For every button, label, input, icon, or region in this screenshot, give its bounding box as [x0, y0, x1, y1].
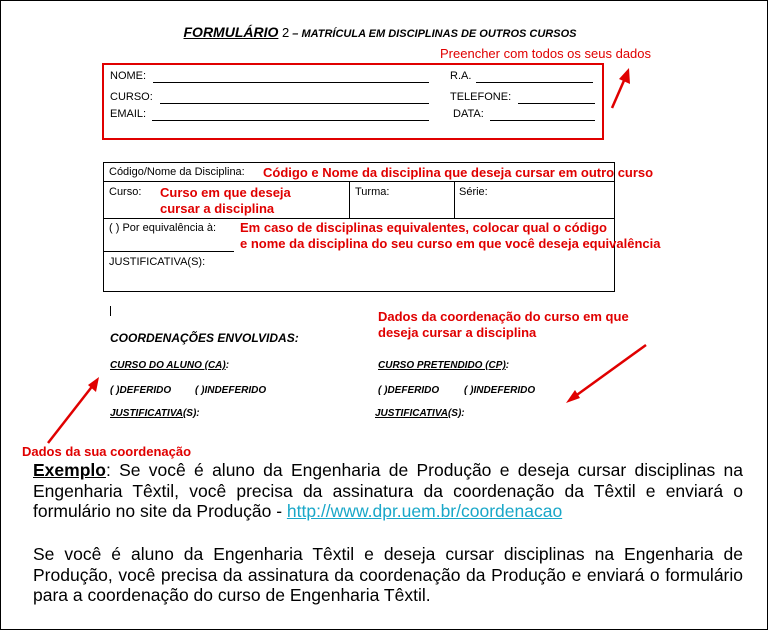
discipline-code-label: Código/Nome da Disciplina:: [109, 166, 245, 178]
intended-justification-suffix: (S):: [447, 408, 465, 419]
coord-heading: COORDENAÇÕES ENVOLVIDAS:: [110, 331, 299, 345]
example-label: Exemplo: [33, 460, 106, 480]
callout-equiv-line2: e nome da disciplina do seu curso em que você deseja equivalência: [240, 236, 661, 251]
date-label: DATA:: [453, 108, 484, 120]
example-paragraph-1: [33, 460, 743, 522]
arrow-coord: [574, 345, 646, 397]
student-rejected-option[interactable]: ( )INDEFERIDO: [195, 385, 267, 396]
arrow-your-coord: [48, 384, 94, 443]
callout-coord-line2: deseja cursar a disciplina: [378, 325, 537, 340]
name-label: NOME:: [110, 70, 147, 82]
intended-approved-option[interactable]: ( )DEFERIDO: [378, 385, 440, 396]
callout-your-coord: Dados da sua coordenação: [22, 444, 192, 459]
student-justification-suffix: (S):: [182, 408, 200, 419]
coordination-link[interactable]: http://www.dpr.uem.br/coordenacao: [286, 501, 563, 521]
intended-course-text: CURSO PRETENDIDO (CP): [378, 360, 506, 371]
callout-discipline-code: Código e Nome da disciplina que deseja cursar em outro curso: [263, 165, 654, 180]
intended-justification-text: JUSTIFICATIVA: [375, 408, 448, 419]
email-label: EMAIL:: [110, 108, 147, 120]
callout-coord-line1: Dados da coordenação do curso em que: [378, 309, 629, 324]
series-label: Série:: [459, 186, 488, 198]
table-justification-label: JUSTIFICATIVA(S):: [109, 256, 206, 268]
form-title-number: 2: [278, 25, 290, 40]
intended-rejected-option[interactable]: ( )INDEFERIDO: [464, 385, 536, 396]
student-course-colon: :: [225, 360, 230, 371]
equivalence-label[interactable]: ( ) Por equivalência à:: [109, 222, 216, 234]
ra-label: R.A.: [450, 70, 472, 82]
table-course-label: Curso:: [109, 186, 142, 198]
intended-course-colon: :: [505, 360, 510, 371]
phone-label: TELEFONE:: [450, 91, 512, 103]
class-label: Turma:: [355, 186, 390, 198]
arrow-head-icon: [566, 390, 580, 403]
example-text-1: : Se você é aluno da Engenharia de Produção e deseja cursar disciplinas na Engenharia Têxtil, você precisa da assinatura da coordenação da Têxtil e enviará o formulário no site da Produção -: [33, 460, 743, 521]
callout-fill-data: Preencher com todos os seus dados: [440, 46, 652, 61]
form-title-word: FORMULÁRIO: [183, 24, 279, 40]
callout-equiv-line1: Em caso de disciplinas equivalentes, colocar qual o código: [240, 220, 607, 235]
student-approved-option[interactable]: ( )DEFERIDO: [110, 385, 172, 396]
student-course-text: CURSO DO ALUNO (CA): [110, 360, 226, 371]
student-justification-text: JUSTIFICATIVA: [110, 408, 183, 419]
callout-course-line1: Curso em que deseja: [160, 185, 291, 200]
example-paragraph-2: Se você é aluno da Engenharia Têxtil e deseja cursar disciplinas na Engenharia de Produção, você precisa da assinatura da coordenação da Produção e enviará o formulário para a coordenação do curso de Engenharia Têxtil.: [33, 544, 743, 605]
course-label: CURSO:: [110, 91, 153, 103]
form-title-rest: – MATRÍCULA EM DISCIPLINAS DE OUTROS CURSOS: [289, 28, 577, 40]
callout-course-line2: cursar a disciplina: [160, 201, 275, 216]
